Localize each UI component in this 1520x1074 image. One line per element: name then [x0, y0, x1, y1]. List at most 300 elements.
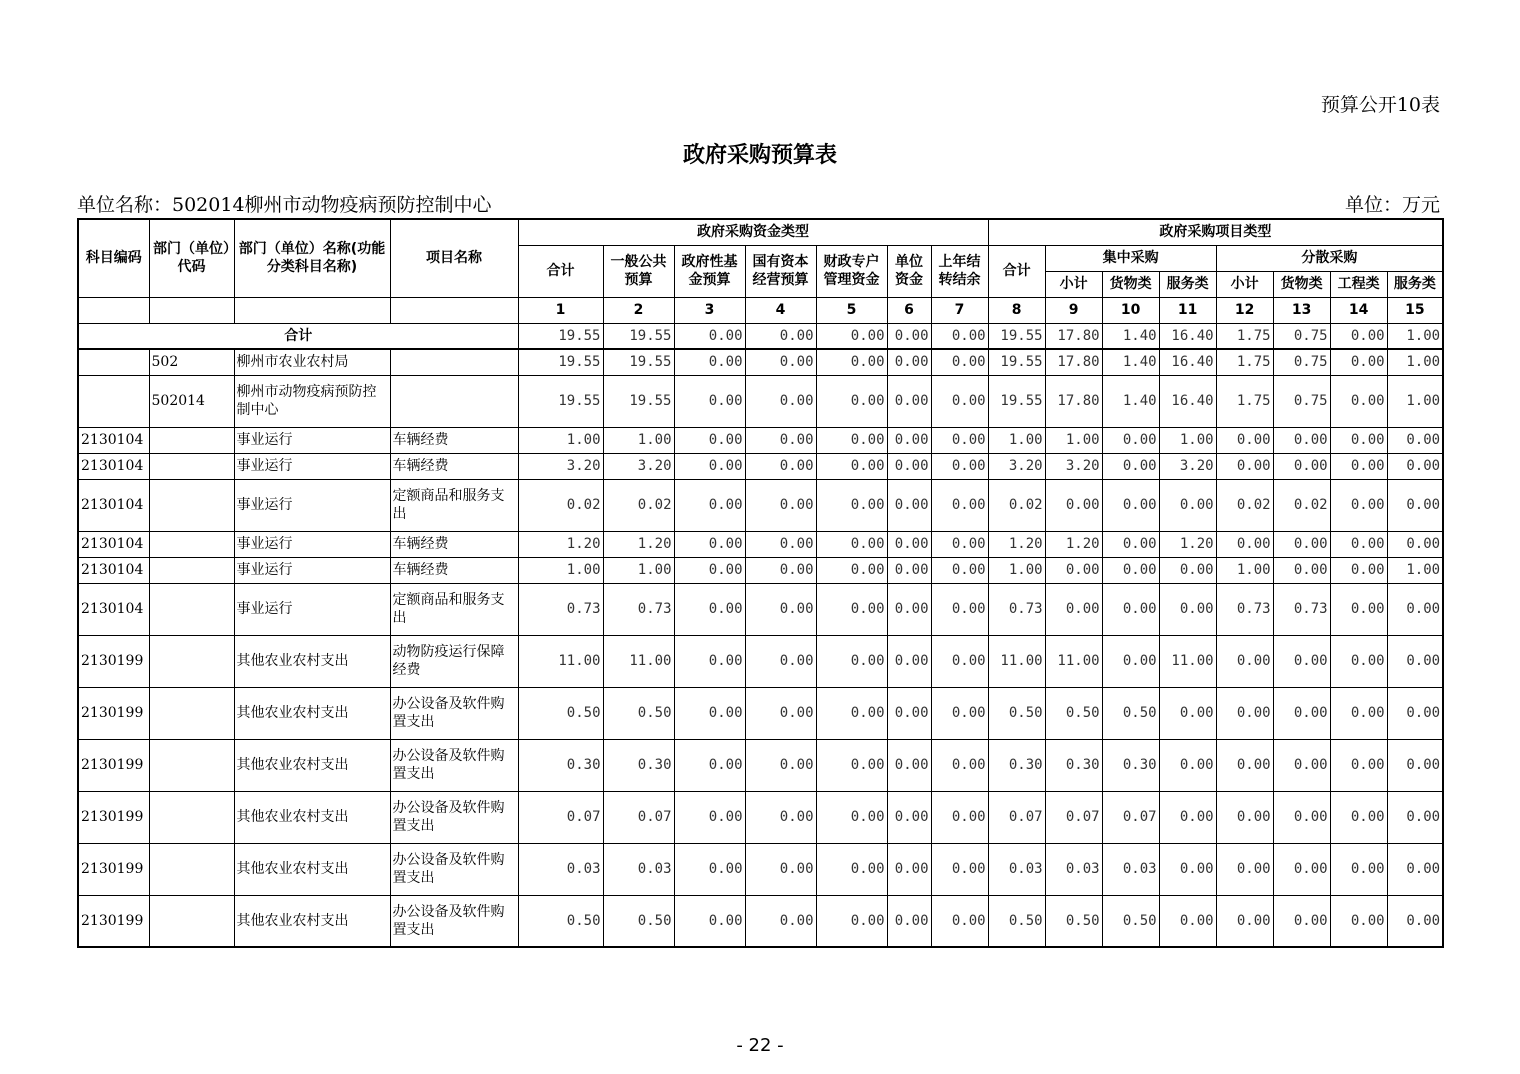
blank-cell [234, 297, 390, 323]
value-cell: 0.00 [887, 349, 931, 375]
header-fund-type-group: 政府采购资金类型 [518, 219, 988, 245]
value-cell: 0.03 [518, 843, 603, 895]
value-cell: 0.50 [518, 895, 603, 947]
dept-code-cell [149, 583, 234, 635]
value-cell: 1.20 [518, 531, 603, 557]
value-cell: 19.55 [988, 375, 1045, 427]
header-central-col: 货物类 [1102, 271, 1159, 297]
value-cell: 0.50 [603, 895, 674, 947]
project-name-cell: 车辆经费 [390, 557, 518, 583]
header-dispersed-col: 工程类 [1330, 271, 1387, 297]
subject-code-cell: 2130199 [78, 843, 149, 895]
dept-code-cell [149, 895, 234, 947]
value-cell: 0.00 [816, 479, 887, 531]
value-cell: 0.00 [816, 687, 887, 739]
value-cell: 16.40 [1159, 375, 1216, 427]
value-cell: 1.00 [1159, 427, 1216, 453]
value-cell: 0.00 [887, 635, 931, 687]
table-row [78, 375, 1443, 427]
value-cell: 1.75 [1216, 375, 1273, 427]
value-cell: 0.07 [988, 791, 1045, 843]
subject-code-cell: 2130104 [78, 479, 149, 531]
column-number: 3 [674, 297, 745, 323]
value-cell: 0.00 [745, 427, 816, 453]
value-cell: 0.02 [518, 479, 603, 531]
value-cell: 0.00 [1102, 557, 1159, 583]
value-cell: 1.00 [518, 557, 603, 583]
value-cell: 11.00 [1159, 635, 1216, 687]
dept-name-cell: 柳州市动物疫病预防控制中心 [234, 375, 390, 427]
value-cell: 0.00 [1273, 531, 1330, 557]
value-cell: 19.55 [603, 375, 674, 427]
value-cell: 0.00 [1216, 453, 1273, 479]
column-number: 9 [1045, 297, 1102, 323]
value-cell: 0.00 [674, 843, 745, 895]
table-row [78, 557, 1443, 583]
subject-code-cell: 2130199 [78, 895, 149, 947]
value-cell: 1.00 [1387, 557, 1443, 583]
value-cell: 0.00 [1159, 843, 1216, 895]
header-fund-col: 财政专户管理资金 [816, 245, 887, 297]
value-cell: 0.00 [1330, 479, 1387, 531]
value-cell: 0.00 [931, 453, 988, 479]
header-subject-code: 科目编码 [78, 219, 149, 297]
value-cell: 1.00 [1216, 557, 1273, 583]
value-cell: 0.30 [518, 739, 603, 791]
value-cell: 0.73 [1273, 583, 1330, 635]
value-cell: 0.00 [745, 375, 816, 427]
value-cell: 1.00 [988, 557, 1045, 583]
column-number: 7 [931, 297, 988, 323]
value-cell: 0.00 [745, 843, 816, 895]
value-cell: 0.00 [1159, 557, 1216, 583]
value-cell: 0.00 [931, 349, 988, 375]
total-row [78, 323, 1443, 349]
value-cell: 3.20 [1159, 453, 1216, 479]
value-cell: 0.00 [674, 375, 745, 427]
value-cell: 0.00 [1387, 791, 1443, 843]
total-value: 19.55 [518, 323, 603, 349]
table-row [78, 453, 1443, 479]
value-cell: 0.00 [1330, 895, 1387, 947]
value-cell: 0.00 [1159, 739, 1216, 791]
value-cell: 0.50 [603, 687, 674, 739]
value-cell: 0.50 [518, 687, 603, 739]
value-cell: 19.55 [518, 349, 603, 375]
value-cell: 1.00 [518, 427, 603, 453]
dept-name-cell: 事业运行 [234, 531, 390, 557]
value-cell: 0.00 [745, 791, 816, 843]
value-cell: 0.00 [816, 843, 887, 895]
value-cell: 0.00 [1330, 453, 1387, 479]
value-cell: 1.00 [603, 557, 674, 583]
column-number: 10 [1102, 297, 1159, 323]
header-central-col: 服务类 [1159, 271, 1216, 297]
dept-code-cell [149, 531, 234, 557]
value-cell: 0.00 [1102, 427, 1159, 453]
value-cell: 0.73 [518, 583, 603, 635]
value-cell: 0.00 [1216, 895, 1273, 947]
value-cell: 3.20 [518, 453, 603, 479]
value-cell: 0.07 [518, 791, 603, 843]
value-cell: 0.00 [1387, 479, 1443, 531]
value-cell: 0.00 [1102, 453, 1159, 479]
value-cell: 0.00 [1216, 843, 1273, 895]
value-cell: 0.73 [1216, 583, 1273, 635]
project-name-cell [390, 375, 518, 427]
value-cell: 0.75 [1273, 375, 1330, 427]
dept-code-cell: 502014 [149, 375, 234, 427]
value-cell: 0.73 [603, 583, 674, 635]
value-cell: 0.00 [745, 557, 816, 583]
total-value: 0.00 [1330, 323, 1387, 349]
value-cell: 0.00 [931, 843, 988, 895]
value-cell: 0.00 [1387, 687, 1443, 739]
value-cell: 0.00 [1273, 687, 1330, 739]
header-dispersed-col: 服务类 [1387, 271, 1443, 297]
value-cell: 3.20 [1045, 453, 1102, 479]
project-name-cell: 定额商品和服务支出 [390, 583, 518, 635]
value-cell: 0.50 [1102, 895, 1159, 947]
value-cell: 0.00 [674, 427, 745, 453]
column-number: 8 [988, 297, 1045, 323]
subject-code-cell: 2130104 [78, 453, 149, 479]
value-cell: 0.00 [1159, 583, 1216, 635]
value-cell: 0.00 [816, 453, 887, 479]
value-cell: 0.00 [931, 739, 988, 791]
value-cell: 0.00 [931, 895, 988, 947]
value-cell: 0.03 [988, 843, 1045, 895]
value-cell: 0.00 [1216, 739, 1273, 791]
header-central-procurement: 集中采购 [1045, 245, 1216, 271]
value-cell: 19.55 [518, 375, 603, 427]
table-reference-label: 预算公开10表 [1320, 94, 1440, 116]
total-value: 0.75 [1273, 323, 1330, 349]
value-cell: 0.00 [1387, 453, 1443, 479]
value-cell: 0.50 [988, 895, 1045, 947]
value-cell: 0.00 [1330, 791, 1387, 843]
value-cell: 0.00 [1102, 635, 1159, 687]
value-cell: 0.00 [674, 895, 745, 947]
header-dispersed-procurement: 分散采购 [1216, 245, 1443, 271]
value-cell: 0.00 [674, 687, 745, 739]
page-number: - 22 - [736, 1035, 784, 1056]
value-cell: 0.00 [745, 635, 816, 687]
value-cell: 0.00 [816, 557, 887, 583]
value-cell: 0.00 [931, 583, 988, 635]
value-cell: 0.00 [674, 557, 745, 583]
value-cell: 0.00 [1159, 479, 1216, 531]
dept-name-cell: 事业运行 [234, 479, 390, 531]
value-cell: 0.07 [1102, 791, 1159, 843]
header-project-total: 合计 [988, 245, 1045, 297]
value-cell: 1.40 [1102, 349, 1159, 375]
value-cell: 0.00 [1387, 635, 1443, 687]
value-cell: 0.50 [988, 687, 1045, 739]
value-cell: 0.00 [931, 687, 988, 739]
page-title: 政府采购预算表 [682, 143, 837, 168]
value-cell: 0.00 [745, 531, 816, 557]
project-name-cell: 定额商品和服务支出 [390, 479, 518, 531]
value-cell: 0.50 [1102, 687, 1159, 739]
value-cell: 0.00 [816, 791, 887, 843]
total-value: 0.00 [816, 323, 887, 349]
value-cell: 0.00 [887, 739, 931, 791]
header-fund-col: 一般公共预算 [603, 245, 674, 297]
value-cell: 0.00 [816, 635, 887, 687]
column-number: 12 [1216, 297, 1273, 323]
value-cell: 0.00 [674, 583, 745, 635]
value-cell: 0.00 [887, 427, 931, 453]
value-cell: 0.00 [1330, 739, 1387, 791]
value-cell: 0.02 [1216, 479, 1273, 531]
project-name-cell: 车辆经费 [390, 453, 518, 479]
table-row [78, 427, 1443, 453]
currency-unit-label: 单位：万元 [1344, 194, 1440, 216]
subject-code-cell: 2130104 [78, 427, 149, 453]
value-cell: 0.00 [816, 739, 887, 791]
value-cell: 0.00 [1216, 427, 1273, 453]
dept-name-cell: 柳州市农业农村局 [234, 349, 390, 375]
column-number: 5 [816, 297, 887, 323]
total-value: 17.80 [1045, 323, 1102, 349]
table-row [78, 479, 1443, 531]
dept-code-cell [149, 427, 234, 453]
value-cell: 0.00 [745, 583, 816, 635]
subject-code-cell: 2130104 [78, 557, 149, 583]
total-value: 1.00 [1387, 323, 1443, 349]
subject-code-cell: 2130199 [78, 687, 149, 739]
project-name-cell: 办公设备及软件购置支出 [390, 895, 518, 947]
value-cell: 1.40 [1102, 375, 1159, 427]
value-cell: 0.00 [816, 375, 887, 427]
value-cell: 0.00 [674, 453, 745, 479]
value-cell: 0.00 [816, 583, 887, 635]
value-cell: 11.00 [518, 635, 603, 687]
value-cell: 1.00 [1387, 349, 1443, 375]
value-cell: 0.75 [1273, 349, 1330, 375]
value-cell: 0.00 [674, 739, 745, 791]
value-cell: 0.07 [603, 791, 674, 843]
value-cell: 1.75 [1216, 349, 1273, 375]
header-fund-col: 国有资本经营预算 [745, 245, 816, 297]
value-cell: 0.00 [1102, 479, 1159, 531]
table-row [78, 843, 1443, 895]
value-cell: 0.00 [931, 791, 988, 843]
value-cell: 0.00 [1330, 531, 1387, 557]
total-value: 19.55 [988, 323, 1045, 349]
value-cell: 0.03 [603, 843, 674, 895]
blank-cell [390, 297, 518, 323]
dept-code-cell [149, 479, 234, 531]
value-cell: 0.00 [745, 349, 816, 375]
subject-code-cell: 2130199 [78, 791, 149, 843]
value-cell: 0.00 [887, 531, 931, 557]
dept-code-cell [149, 453, 234, 479]
value-cell: 0.00 [1216, 687, 1273, 739]
value-cell: 1.20 [1045, 531, 1102, 557]
value-cell: 0.00 [931, 427, 988, 453]
table-row [78, 349, 1443, 375]
value-cell: 0.00 [1273, 453, 1330, 479]
value-cell: 0.00 [674, 531, 745, 557]
value-cell: 1.00 [1045, 427, 1102, 453]
column-number: 4 [745, 297, 816, 323]
blank-cell [78, 297, 149, 323]
value-cell: 0.00 [1330, 635, 1387, 687]
value-cell: 16.40 [1159, 349, 1216, 375]
value-cell: 0.00 [1273, 427, 1330, 453]
project-name-cell: 办公设备及软件购置支出 [390, 791, 518, 843]
table-row [78, 583, 1443, 635]
value-cell: 0.00 [1102, 583, 1159, 635]
total-value: 0.00 [674, 323, 745, 349]
dept-name-cell: 其他农业农村支出 [234, 635, 390, 687]
header-central-col: 小计 [1045, 271, 1102, 297]
dept-name-cell: 其他农业农村支出 [234, 895, 390, 947]
dept-code-cell [149, 635, 234, 687]
value-cell: 0.00 [816, 895, 887, 947]
value-cell: 0.00 [1045, 479, 1102, 531]
column-number-row [78, 297, 1443, 323]
value-cell: 0.07 [1045, 791, 1102, 843]
unit-name: 单位名称：502014柳州市动物疫病预防控制中心 [77, 194, 492, 216]
dept-name-cell: 事业运行 [234, 453, 390, 479]
value-cell: 0.00 [887, 479, 931, 531]
header-fund-col: 政府性基金预算 [674, 245, 745, 297]
value-cell: 0.00 [887, 791, 931, 843]
value-cell: 0.02 [1273, 479, 1330, 531]
value-cell: 0.00 [1273, 635, 1330, 687]
total-value: 0.00 [745, 323, 816, 349]
value-cell: 19.55 [988, 349, 1045, 375]
column-number: 13 [1273, 297, 1330, 323]
project-name-cell: 动物防疫运行保障经费 [390, 635, 518, 687]
value-cell: 0.00 [674, 635, 745, 687]
value-cell: 0.00 [816, 531, 887, 557]
value-cell: 1.20 [603, 531, 674, 557]
value-cell: 11.00 [1045, 635, 1102, 687]
value-cell: 0.00 [1387, 895, 1443, 947]
value-cell: 0.00 [1045, 583, 1102, 635]
value-cell: 0.02 [603, 479, 674, 531]
value-cell: 0.00 [1216, 791, 1273, 843]
column-number: 15 [1387, 297, 1443, 323]
value-cell: 0.00 [1159, 895, 1216, 947]
value-cell: 0.00 [887, 843, 931, 895]
value-cell: 3.20 [603, 453, 674, 479]
dept-name-cell: 事业运行 [234, 427, 390, 453]
value-cell: 3.20 [988, 453, 1045, 479]
header-dept-code: 部门（单位）代码 [149, 219, 234, 297]
value-cell: 0.73 [988, 583, 1045, 635]
dept-name-cell: 其他农业农村支出 [234, 687, 390, 739]
value-cell: 0.00 [1273, 843, 1330, 895]
value-cell: 17.80 [1045, 349, 1102, 375]
value-cell: 0.00 [1102, 531, 1159, 557]
subject-code-cell: 2130104 [78, 531, 149, 557]
table-row [78, 895, 1443, 947]
column-number: 2 [603, 297, 674, 323]
subject-code-cell: 2130199 [78, 739, 149, 791]
value-cell: 0.00 [931, 375, 988, 427]
value-cell: 0.00 [1216, 531, 1273, 557]
dept-name-cell: 其他农业农村支出 [234, 843, 390, 895]
value-cell: 1.00 [603, 427, 674, 453]
header-fund-col: 上年结转结余 [931, 245, 988, 297]
header-fund-col: 合计 [518, 245, 603, 297]
value-cell: 0.00 [1330, 583, 1387, 635]
value-cell: 0.30 [1045, 739, 1102, 791]
dept-name-cell: 其他农业农村支出 [234, 791, 390, 843]
project-name-cell: 车辆经费 [390, 427, 518, 453]
value-cell: 0.00 [1159, 791, 1216, 843]
value-cell: 0.00 [1216, 635, 1273, 687]
value-cell: 0.00 [931, 557, 988, 583]
value-cell: 0.00 [1045, 557, 1102, 583]
header-project-type-group: 政府采购项目类型 [988, 219, 1443, 245]
project-name-cell: 办公设备及软件购置支出 [390, 687, 518, 739]
value-cell: 0.00 [1330, 843, 1387, 895]
procurement-budget-table [77, 218, 1444, 948]
table-row [78, 635, 1443, 687]
dept-name-cell: 事业运行 [234, 583, 390, 635]
dept-name-cell: 事业运行 [234, 557, 390, 583]
value-cell: 0.00 [1387, 843, 1443, 895]
header-project-name: 项目名称 [390, 219, 518, 297]
subject-code-cell [78, 375, 149, 427]
value-cell: 1.20 [1159, 531, 1216, 557]
value-cell: 0.00 [745, 895, 816, 947]
project-name-cell [390, 349, 518, 375]
value-cell: 0.00 [1387, 583, 1443, 635]
value-cell: 0.00 [1387, 531, 1443, 557]
header-dept-name: 部门（单位）名称(功能分类科目名称) [234, 219, 390, 297]
dept-code-cell [149, 739, 234, 791]
project-name-cell: 车辆经费 [390, 531, 518, 557]
table-row [78, 791, 1443, 843]
value-cell: 0.00 [816, 427, 887, 453]
table-row [78, 687, 1443, 739]
subject-code-cell [78, 349, 149, 375]
value-cell: 11.00 [988, 635, 1045, 687]
value-cell: 1.20 [988, 531, 1045, 557]
value-cell: 0.00 [887, 557, 931, 583]
value-cell: 0.03 [1045, 843, 1102, 895]
value-cell: 0.00 [931, 479, 988, 531]
value-cell: 0.00 [674, 479, 745, 531]
project-name-cell: 办公设备及软件购置支出 [390, 843, 518, 895]
value-cell: 0.00 [887, 453, 931, 479]
value-cell: 0.00 [674, 349, 745, 375]
column-number: 1 [518, 297, 603, 323]
value-cell: 0.00 [1330, 557, 1387, 583]
value-cell: 0.50 [1045, 895, 1102, 947]
value-cell: 0.00 [931, 635, 988, 687]
dept-code-cell: 502 [149, 349, 234, 375]
value-cell: 0.30 [1102, 739, 1159, 791]
value-cell: 0.00 [1159, 687, 1216, 739]
dept-code-cell [149, 687, 234, 739]
value-cell: 0.00 [674, 791, 745, 843]
value-cell: 0.03 [1102, 843, 1159, 895]
total-value: 1.40 [1102, 323, 1159, 349]
value-cell: 0.00 [887, 375, 931, 427]
table-row [78, 531, 1443, 557]
value-cell: 0.00 [1330, 349, 1387, 375]
total-value: 1.75 [1216, 323, 1273, 349]
value-cell: 0.00 [1273, 895, 1330, 947]
